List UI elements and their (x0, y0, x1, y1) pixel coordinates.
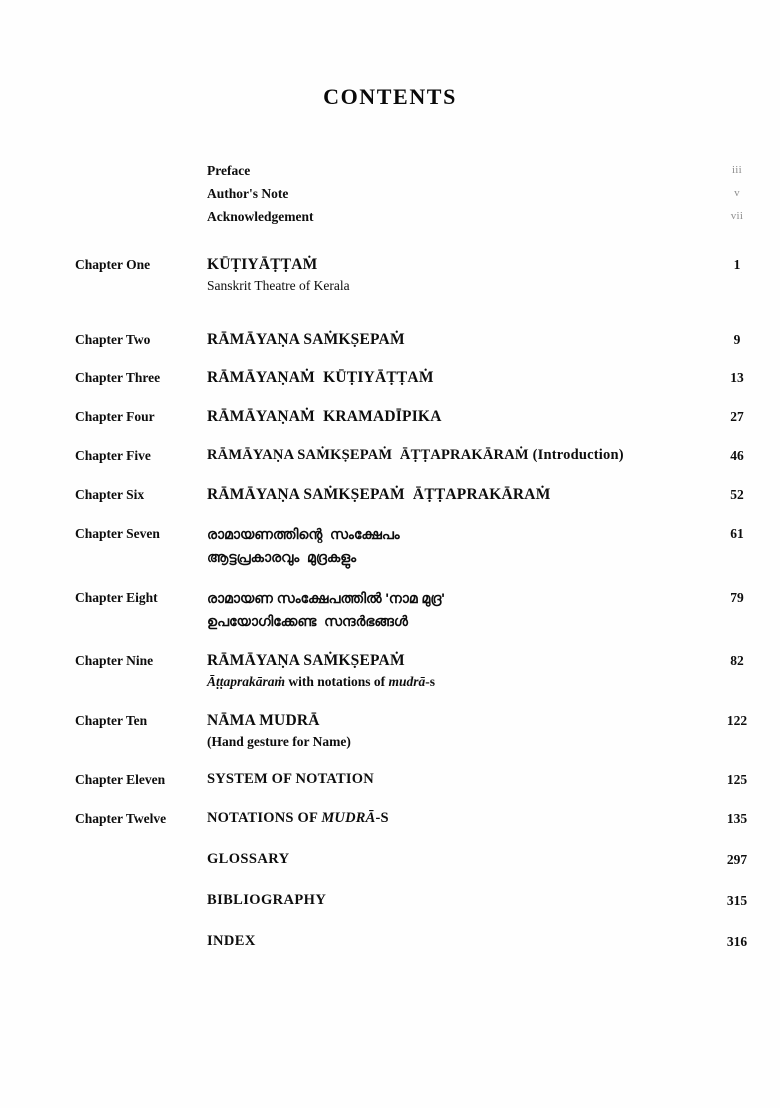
toc-row-chapter-nine[interactable] (0, 650, 780, 692)
entry-title (147, 406, 680, 427)
toc-row-index[interactable] (0, 931, 780, 952)
entry-subtitle-tail: -s (425, 674, 436, 689)
entry-title (147, 890, 680, 911)
page-number: 9 (733, 332, 741, 347)
entry-subtitle (207, 671, 680, 692)
entry-title (147, 254, 680, 296)
toc-row-chapter-seven[interactable] (0, 523, 780, 569)
chapter-label: Chapter Seven (75, 526, 160, 541)
toc-row-chapter-eleven[interactable] (0, 769, 780, 790)
entry-title (147, 206, 680, 227)
entry-title (147, 587, 680, 633)
entry-subtitle: ഉപയോഗിക്കേണ്ട സന്ദർഭങ്ങൾ (207, 613, 408, 629)
chapter-label: Chapter Four (75, 409, 155, 424)
entry-title-main: RĀMĀYAṆA SAṀKṢEPAṀ (207, 331, 405, 348)
toc-row-chapter-six[interactable] (0, 484, 780, 505)
entry-title-tail: -S (375, 810, 389, 826)
toc-row-acknowledgement[interactable] (0, 206, 780, 229)
entry-title (147, 160, 680, 181)
entry-title-main: RĀMĀYAṆAṀ KŪṬIYĀṬṬAṀ (207, 369, 434, 386)
chapter-label: Chapter Five (75, 448, 151, 463)
toc-row-bibliography[interactable] (0, 890, 780, 911)
entry-title (147, 650, 680, 692)
page-number: 316 (726, 934, 748, 949)
page-number: 79 (730, 590, 744, 605)
page-number: v (734, 187, 740, 199)
page-number: vii (730, 210, 744, 222)
page-number: 13 (730, 370, 744, 385)
page-number: 82 (730, 653, 744, 668)
back-matter-label: BIBLIOGRAPHY (207, 892, 327, 908)
page-number: 125 (726, 772, 748, 787)
entry-title (147, 849, 680, 870)
entry-title-main (207, 808, 680, 829)
page-number: 1 (733, 257, 741, 272)
chapter-label: Chapter Three (75, 370, 161, 385)
page-number: 61 (730, 526, 744, 541)
entry-title (147, 769, 680, 790)
page-number: 27 (730, 409, 744, 424)
page-number: 46 (730, 448, 744, 463)
toc-row-preface[interactable] (0, 160, 780, 183)
entry-title-main: RĀMĀYAṆA SAṀKṢEPAṀ ĀṬṬAPRAKĀRAṀ (Introduction) (207, 447, 624, 463)
entry-subtitle-rest: with notations of (285, 674, 389, 689)
chapter-label: Chapter Eleven (75, 772, 166, 787)
toc-row-chapter-two[interactable] (0, 329, 780, 350)
entry-subtitle: ആട്ടപ്രകാരവും മുദ്രകളും (207, 549, 357, 565)
entry-title-main: RĀMĀYAṆAṀ KRAMADĪPIKA (207, 408, 442, 425)
page-number: 122 (726, 713, 748, 728)
entry-subtitle-italic: Āṭṭaprakāraṁ (207, 674, 286, 689)
entry-title-main: NĀMA MUDRĀ (207, 712, 320, 729)
entry-title (147, 445, 680, 466)
front-matter-label: Author's Note (207, 186, 289, 201)
entry-subtitle: (Hand gesture for Name) (207, 734, 351, 749)
entry-title-main: RĀMĀYAṆA SAṀKṢEPAṀ ĀṬṬAPRAKĀRAṀ (207, 486, 551, 503)
entry-title (147, 367, 680, 388)
chapter-label: Chapter Two (75, 332, 151, 347)
page-number: 135 (726, 811, 748, 826)
entry-title (147, 523, 680, 569)
chapter-label: Chapter Nine (75, 653, 154, 668)
toc-row-chapter-eight[interactable] (0, 587, 780, 633)
entry-title-main: രാമായണ സംക്ഷേപത്തിൽ 'നാമ മുദ്ര' (207, 590, 445, 606)
page-number: 52 (730, 487, 744, 502)
front-matter-label: Preface (207, 163, 251, 178)
toc-row-chapter-four[interactable] (0, 406, 780, 427)
front-matter-label: Acknowledgement (207, 209, 314, 224)
entry-title (147, 710, 680, 752)
toc-row-chapter-one[interactable] (0, 254, 780, 296)
entry-title (147, 183, 680, 204)
entry-title-main: SYSTEM OF NOTATION (207, 771, 374, 787)
toc-row-chapter-three[interactable] (0, 367, 780, 388)
entry-subtitle-italic2: mudrā (388, 674, 426, 689)
entry-title (147, 931, 680, 952)
chapter-label: Chapter Twelve (75, 811, 167, 826)
entry-title (147, 808, 680, 829)
page-number: iii (731, 164, 743, 176)
table-of-contents (0, 160, 780, 952)
entry-title-main: രാമായണത്തിന്റെ സംക്ഷേപം (207, 526, 400, 542)
back-matter-label: INDEX (207, 933, 256, 949)
toc-row-chapter-ten[interactable] (0, 710, 780, 752)
toc-row-authors-note[interactable] (0, 183, 780, 206)
entry-title-main: RĀMĀYAṆA SAṀKṢEPAṀ (207, 652, 405, 669)
toc-row-chapter-twelve[interactable] (0, 808, 780, 829)
chapter-label: Chapter Eight (75, 590, 158, 605)
entry-title-italic: MUDRĀ (321, 810, 376, 826)
page-number: 297 (726, 852, 748, 867)
entry-title (147, 329, 680, 350)
chapter-label: Chapter One (75, 257, 151, 272)
back-matter-label: GLOSSARY (207, 851, 290, 867)
page-title: CONTENTS (323, 84, 457, 109)
toc-row-chapter-five[interactable] (0, 445, 780, 466)
entry-title-pre: NOTATIONS OF (207, 810, 322, 826)
chapter-label: Chapter Ten (75, 713, 148, 728)
entry-title (147, 484, 680, 505)
entry-subtitle: Sanskrit Theatre of Kerala (207, 278, 350, 293)
entry-title-main: KŪṬIYĀṬṬAṀ (207, 256, 318, 273)
toc-row-glossary[interactable] (0, 849, 780, 870)
page-number: 315 (726, 893, 748, 908)
chapter-label: Chapter Six (75, 487, 145, 502)
